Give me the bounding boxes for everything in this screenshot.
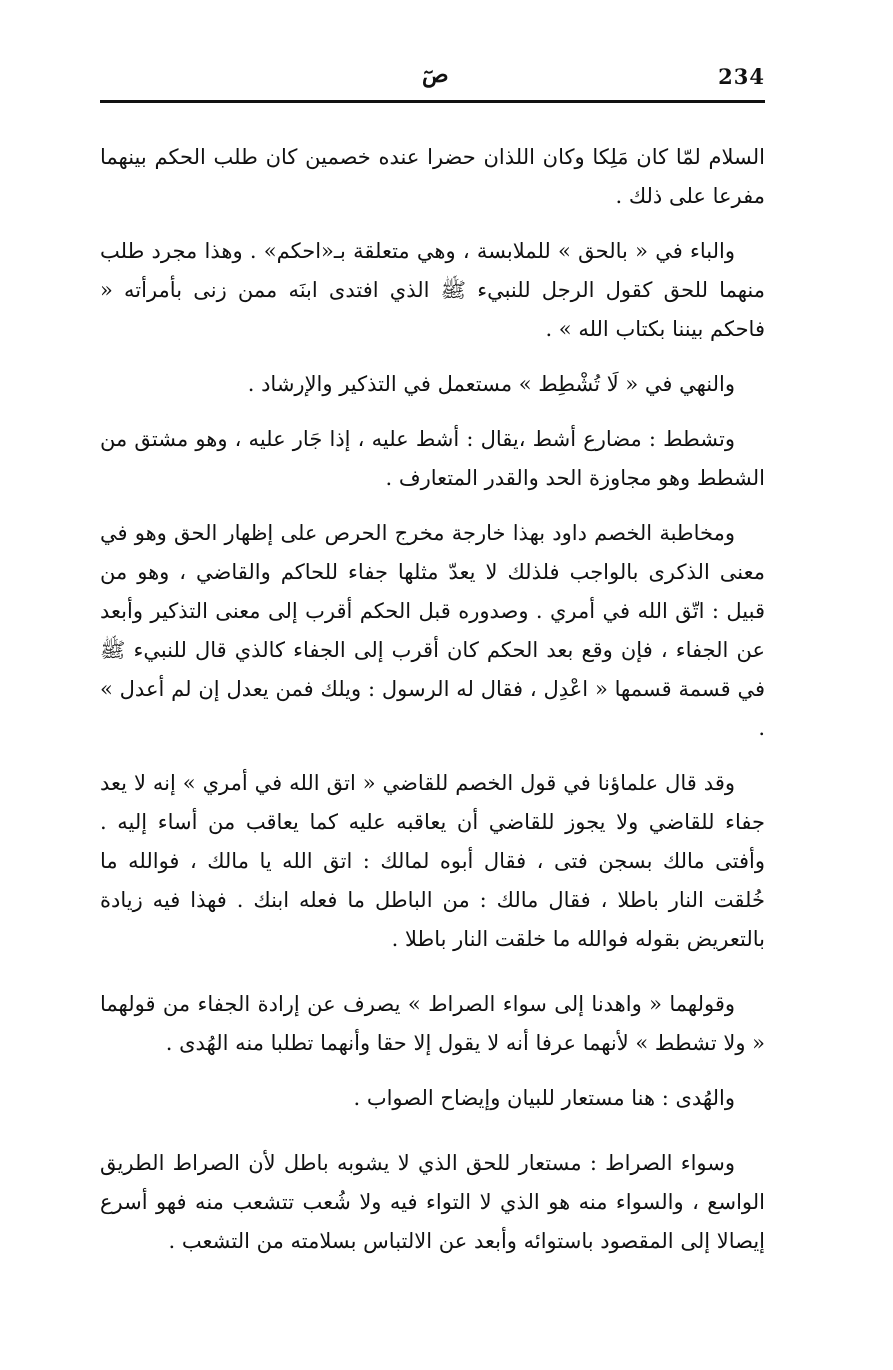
paragraph: وسواء الصراط : مستعار للحق الذي لا يشوبه باطل لأن الصراط الطريق الواسع ، والسواء منه هو الذي لا التواء فيه ولا شُعب تتشعب منه فهو أسرع إيصالا إلى المقصود باستوائه وأبعد عن الالتباس بسلامته من التشعب . xyxy=(100,1151,765,1253)
paragraph: وتشطط : مضارع أشط ،يقال : أشط عليه ، إذا جَار عليه ، وهو مشتق من الشطط وهو مجاوزة الحد والقدر المتعارف . xyxy=(100,427,765,490)
paragraph: ومخاطبة الخصم داود بهذا خارجة مخرج الحرص على إظهار الحق وهو في معنى الذكرى بالواجب فلذلك لا يعدّ مثلها جفاء للحاكم والقاضي ، وهو من قبيل : اتّق الله في أمري . وصدوره قبل الحكم أقرب إلى معنى التذكير وأبعد عن الجفاء ، فإن وقع بعد الحكم كان أقرب إلى الجفاء كالذي قال للنبيء ﷺ في قسمة قسمها « اعْدِل ، فقال له الرسول : ويلك فمن يعدل إن لم أعدل » . xyxy=(100,521,765,740)
paragraph: السلام لمّا كان مَلِكا وكان اللذان حضرا عنده خصمين كان طلب الحكم بينهما مفرعا على ذلك . xyxy=(100,145,765,208)
page-number: 234 xyxy=(718,64,765,89)
paragraph: وقد قال علماؤنا في قول الخصم للقاضي « اتق الله في أمري » إنه لا يعد جفاء للقاضي ولا يجوز للقاضي أن يعاقبه عليه كما يعاقب من أساء إليه . وأفتى مالك بسجن فتى ، فقال أبوه لمالك : اتق الله يا مالك ، فوالله ما خُلقت النار باطلا ، فقال مالك : من الباطل ما فعله ابنك . فهذا فيه زيادة بالتعريض بقوله فوالله ما خلقت النار باطلا . xyxy=(100,771,765,951)
page-header xyxy=(100,62,765,102)
header-rule xyxy=(100,100,765,103)
paragraph: والنهي في « لَا تُشْطِط » مستعمل في التذكير والإرشاد . xyxy=(247,372,735,396)
paragraph: والباء في « بالحق » للملابسة ، وهي متعلقة بـ«احكم» . وهذا مجرد طلب منهما للحق كقول الرجل للنبيء ﷺ الذي افتدى ابنَه ممن زنى بأمرأته « فاحكم بيننا بكتاب الله » . xyxy=(100,239,765,341)
paragraph: وقولهما « واهدنا إلى سواء الصراط » يصرف عن إرادة الجفاء من قولهما « ولا تشطط » لأنهما عرفا أنه لا يقول إلا حقا وأنهما تطلبا منه الهُدى . xyxy=(100,992,765,1055)
running-head: صٓ xyxy=(422,62,449,88)
paragraph: والهُدى : هنا مستعار للبيان وإيضاح الصواب . xyxy=(353,1086,735,1110)
page-body xyxy=(100,138,765,1277)
